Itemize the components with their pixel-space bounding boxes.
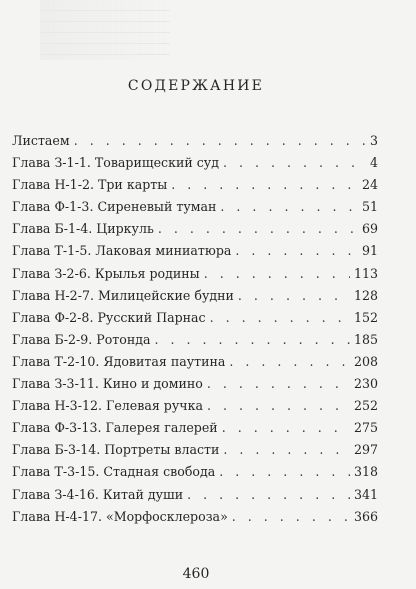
- dot-leader: [207, 376, 350, 391]
- toc-entry-page: 24: [361, 177, 378, 193]
- toc-entry: [12, 288, 378, 310]
- toc-entry: [12, 177, 378, 199]
- dot-leader: [235, 243, 358, 258]
- toc-entry-page: 275: [353, 420, 378, 436]
- toc-entry-title: Глава Т-2-10. Ядовитая паутина: [12, 353, 226, 369]
- toc-entry-page: 341: [353, 486, 378, 502]
- toc-entry: [12, 464, 378, 486]
- toc-entry: [12, 442, 378, 464]
- bleed-through-text: [40, 0, 170, 60]
- toc-entry-title: Глава Н-4-17. «Морфосклероза»: [12, 508, 228, 524]
- toc-entry: [12, 199, 378, 221]
- toc-entry-page: 3: [369, 133, 378, 148]
- toc-entry-page: 69: [361, 221, 378, 237]
- toc-entry-page: 208: [353, 353, 378, 369]
- toc-entry: [12, 509, 378, 531]
- dot-leader: [187, 487, 350, 502]
- dot-leader: [155, 332, 350, 347]
- toc-entry-title: Глава Ф-3-13. Галерея галерей: [12, 420, 218, 436]
- dot-leader: [219, 464, 350, 479]
- toc-entry-page: 252: [353, 398, 378, 414]
- dot-leader: [220, 199, 358, 214]
- toc-entry: [12, 243, 378, 265]
- dot-leader: [158, 221, 358, 236]
- toc-entry-page: 128: [353, 287, 378, 303]
- dot-leader: [238, 288, 350, 303]
- toc-entry: [12, 332, 378, 354]
- toc-entry-title: Глава Т-3-15. Стадная свобода: [12, 464, 216, 480]
- dot-leader: [223, 155, 366, 170]
- toc-entry: [12, 354, 378, 376]
- page-number: 460: [182, 566, 210, 582]
- dot-leader: [210, 310, 350, 325]
- toc-entry-title: Глава З-3-11. Кино и домино: [12, 376, 203, 392]
- toc-entry-page: 318: [353, 464, 378, 480]
- toc-entry: [12, 310, 378, 332]
- dot-leader: [223, 442, 350, 457]
- toc-entry-page: 4: [369, 155, 378, 171]
- toc-entry-page: 113: [353, 265, 378, 281]
- dot-leader: [229, 354, 350, 369]
- dot-leader: [222, 420, 350, 435]
- toc-entry-page: 51: [361, 199, 378, 215]
- dot-leader: [74, 133, 366, 148]
- page-title: СОДЕРЖАНИЕ: [127, 78, 265, 94]
- toc-entry-title: Глава З-1-1. Товарищеский суд: [12, 155, 219, 171]
- toc-entry-title: Глава Н-3-12. Гелевая ручка: [12, 398, 203, 414]
- toc-entry-page: 91: [361, 243, 378, 259]
- toc-entry-title: Глава З-2-6. Крылья родины: [12, 265, 200, 281]
- dot-leader: [207, 398, 350, 413]
- toc-entry-title: Глава З-4-16. Китай души: [12, 486, 184, 502]
- toc-entry-page: 297: [353, 442, 378, 458]
- toc-entry-title: Глава Н-2-7. Милицейские будни: [12, 287, 234, 303]
- toc-entry: [12, 420, 378, 442]
- toc-entry: [12, 398, 378, 420]
- toc-entry: [12, 266, 378, 288]
- dot-leader: [204, 266, 350, 281]
- toc-entry: [12, 221, 378, 243]
- toc-entry-page: 230: [353, 376, 378, 392]
- toc-entry-page: 366: [353, 508, 378, 524]
- toc-entry: [12, 155, 378, 177]
- toc-entry-title: Глава Н-1-2. Три карты: [12, 177, 168, 193]
- toc-entry-title: Листаем: [12, 133, 70, 148]
- toc-entry-page: 152: [353, 309, 378, 325]
- toc-entry-title: Глава Б-1-4. Циркуль: [12, 221, 154, 237]
- toc-entry-page: 185: [353, 331, 378, 347]
- toc-entry-title: Глава Ф-2-8. Русский Парнас: [12, 309, 206, 325]
- dot-leader: [232, 509, 350, 524]
- toc-entry: [12, 376, 378, 398]
- toc-entry-title: Глава Ф-1-3. Сиреневый туман: [12, 199, 217, 215]
- toc-entry-title: Глава Б-2-9. Ротонда: [12, 331, 151, 347]
- toc-entry: [12, 487, 378, 509]
- toc-entry: [12, 133, 378, 155]
- table-of-contents: [12, 133, 378, 531]
- toc-entry-title: Глава Т-1-5. Лаковая миниатюра: [12, 243, 232, 259]
- dot-leader: [171, 177, 358, 192]
- toc-entry-title: Глава Б-3-14. Портреты власти: [12, 442, 220, 458]
